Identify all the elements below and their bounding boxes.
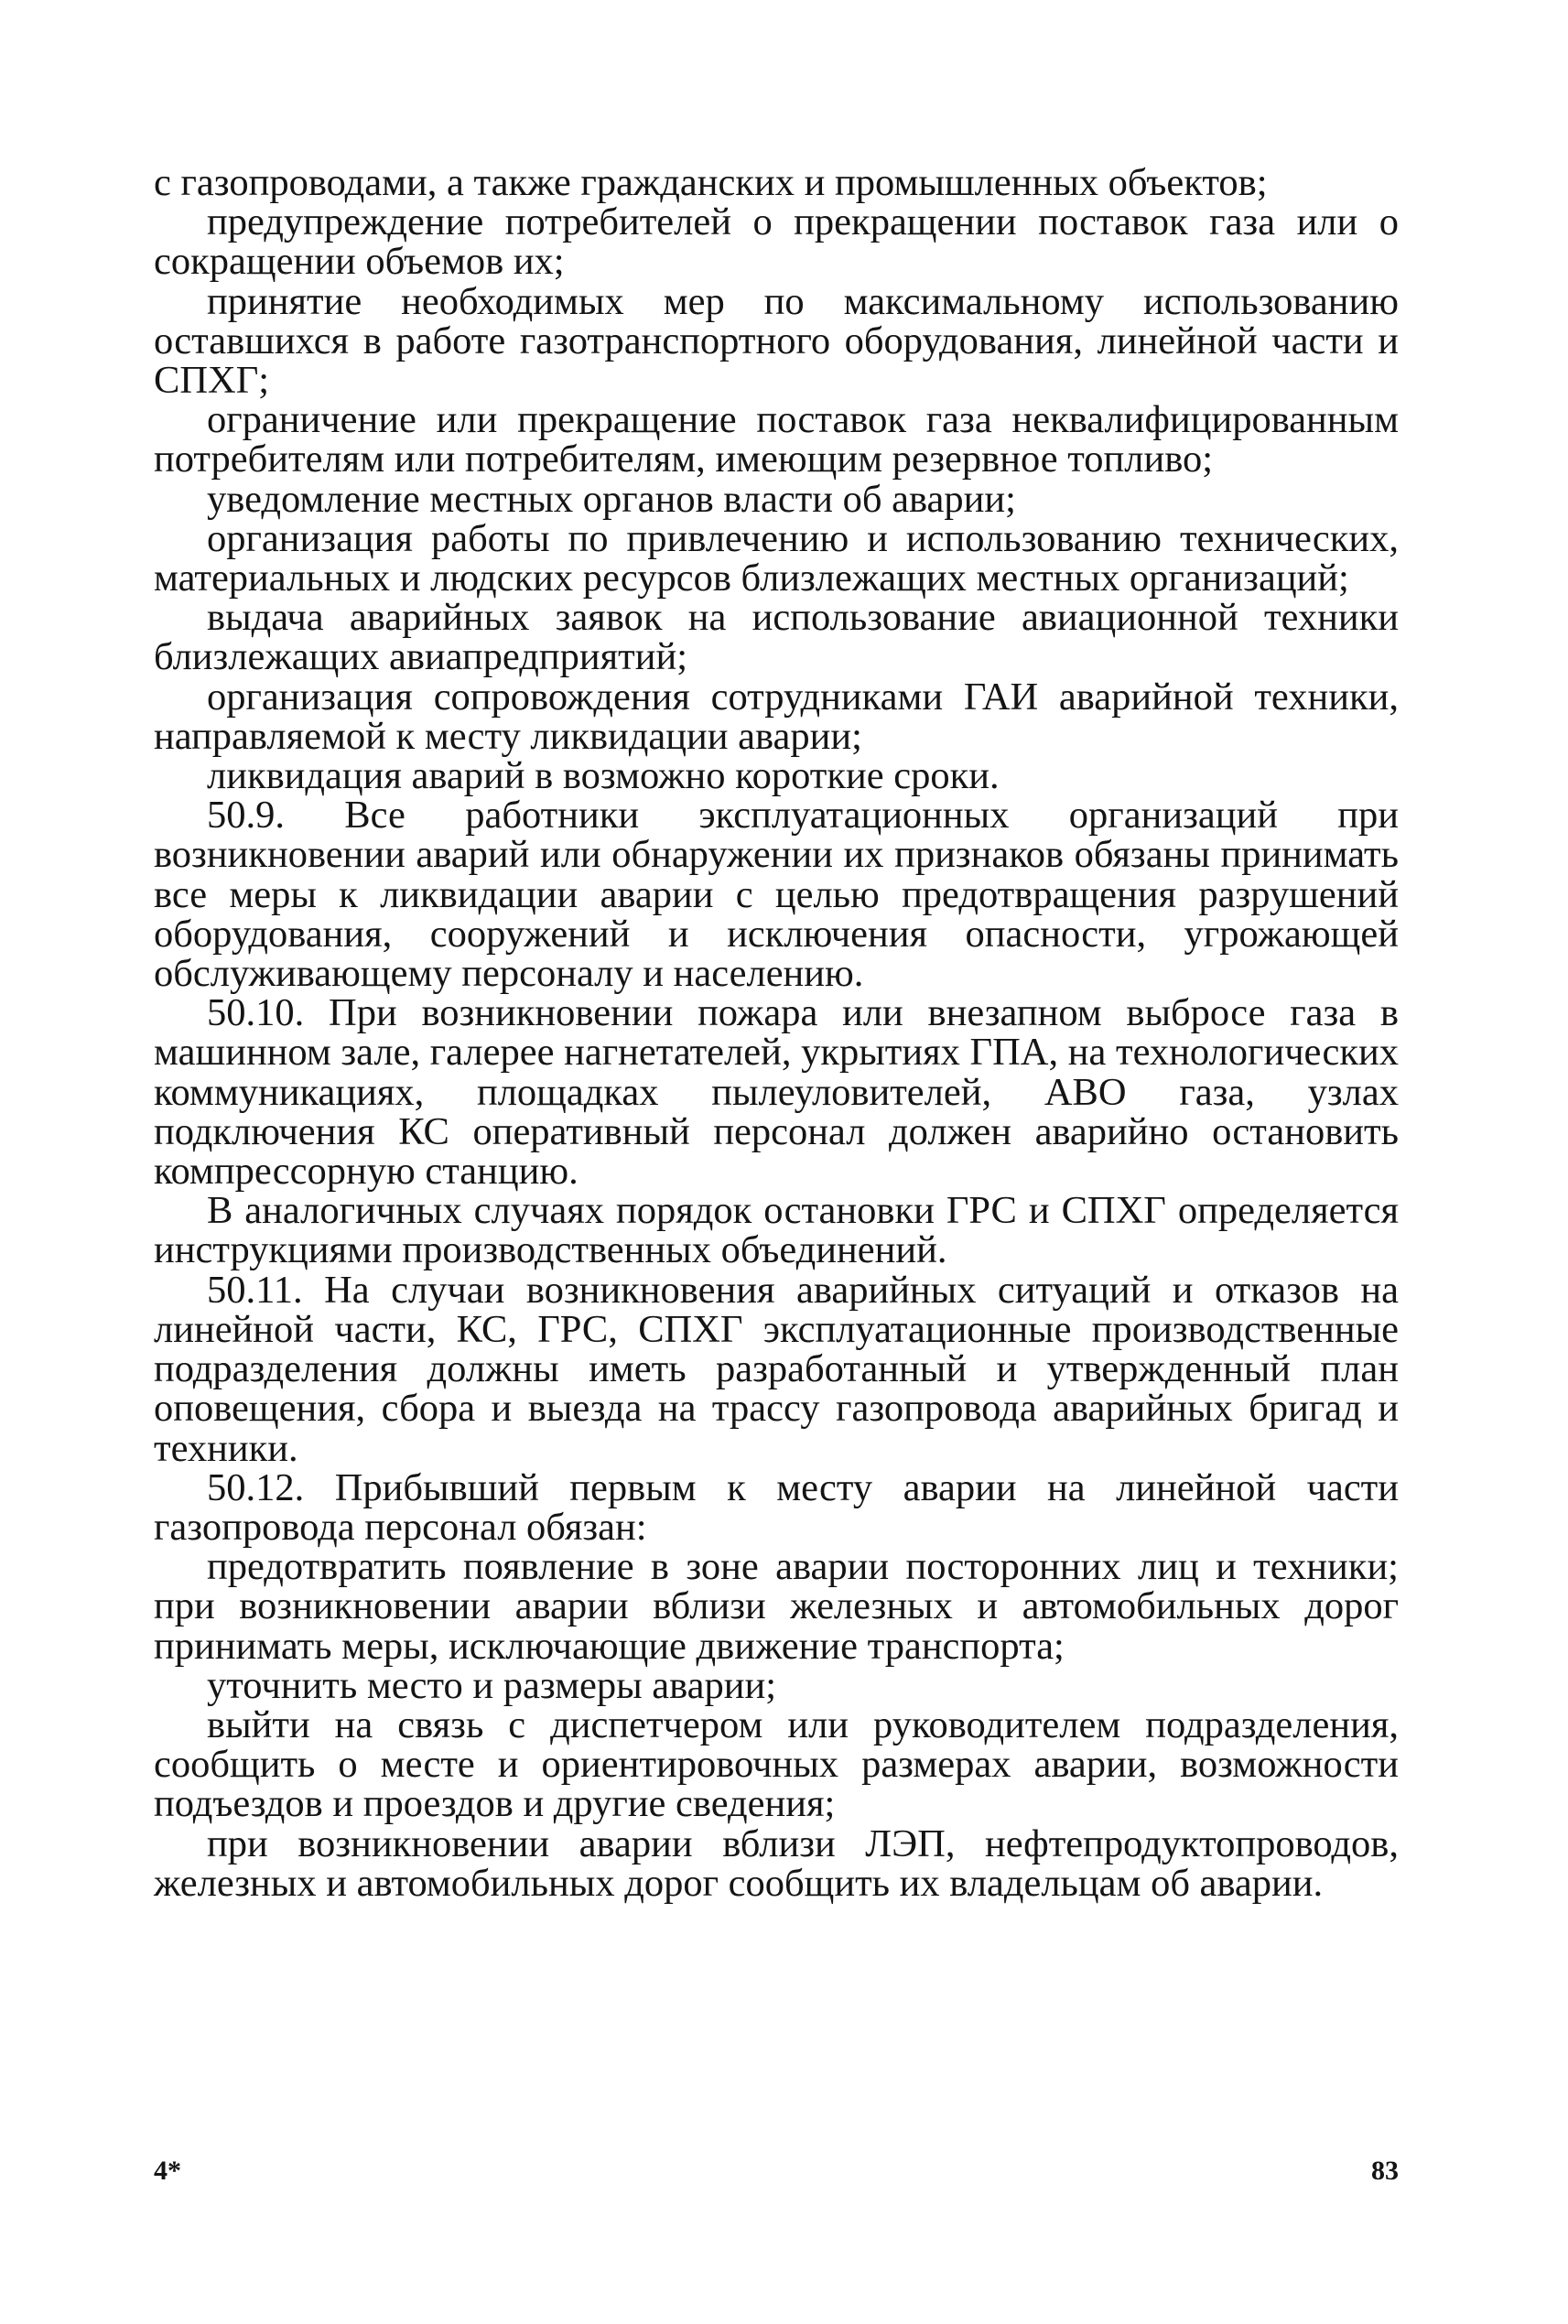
paragraph-8: ликвидация аварий в возможно короткие сроки. (207, 754, 1000, 798)
paragraph-0: с газопроводами, а также гражданских и промышленных объектов; (154, 161, 1268, 204)
paragraph-14: предотвратить появление в зоне аварии посторонних лиц и техники; при возникновении аварии вблизи железных и автомобильных дорог принимать меры, исключающие движение транспорта; (154, 1545, 1399, 1668)
paragraph-16: выйти на связь с диспетчером или руководителем подразделения, сообщить о месте и ориентировочных размерах аварии, возможности подъездов и проездов и другие сведения; (154, 1702, 1399, 1826)
paragraph-3: ограничение или прекращение поставок газа неквалифицированным потребителям или потребителям, имеющим резервное топливо; (154, 398, 1399, 481)
page-number: 83 (1371, 2156, 1399, 2186)
paragraph-13: 50.12. Прибывший первым к месту аварии на линейной части газопровода персонал обязан: (154, 1465, 1399, 1549)
paragraph-5: организация работы по привлечению и использованию технических, материальных и людских ресурсов близлежащих местных организаций; (154, 516, 1399, 600)
paragraph-6: выдача аварийных заявок на использование авиационной техники близлежащих авиапредприятий; (154, 596, 1399, 679)
paragraph-4: уведомление местных органов власти об аварии; (207, 477, 1016, 521)
signature-mark: 4* (154, 2156, 181, 2186)
paragraph-12: 50.11. На случаи возникновения аварийных ситуаций и отказов на линейной части, КС, ГРС, СПХГ эксплуатационные производственные подразделения должны иметь разработанный и утвержденный план оповещения, сбора и выезда на трассу газопровода аварийных бригад и техники. (154, 1268, 1399, 1470)
paragraph-9: 50.9. Все работники эксплуатационных организаций при возникновении аварий или обнаружении их признаков обязаны принимать все меры к ликвидации аварии с целью предотвращения разрушений оборудования, сооружений и исключения опасности, угрожающей обслуживающему персоналу и населению. (154, 794, 1399, 996)
paragraph-10: 50.10. При возникновении пожара или внезапном выбросе газа в машинном зале, галерее нагнетателей, укрытиях ГПА, на технологических коммуникациях, площадках пылеуловителей, АВО газа, узлах подключения КС оперативный персонал должен аварийно остановить компрессорную станцию. (154, 991, 1399, 1194)
page-body (154, 163, 1399, 1903)
paragraph-17: при возникновении аварии вблизи ЛЭП, нефтепродуктопроводов, железных и автомобильных дорог сообщить их владельцам об аварии. (154, 1821, 1399, 1905)
paragraph-11: В аналогичных случаях порядок остановки ГРС и СПХГ определяется инструкциями производственных объединений. (154, 1189, 1399, 1272)
paragraph-1: предупреждение потребителей о прекращении поставок газа или о сокращении объемов их; (154, 200, 1399, 284)
paragraph-7: организация сопровождения сотрудниками ГАИ аварийной техники, направляемой к месту ликвидации аварии; (154, 675, 1399, 758)
paragraph-15: уточнить место и размеры аварии; (207, 1663, 777, 1707)
paragraph-2: принятие необходимых мер по максимальному использованию оставшихся в работе газотранспортного оборудования, линейной части и СПХГ; (154, 279, 1399, 403)
